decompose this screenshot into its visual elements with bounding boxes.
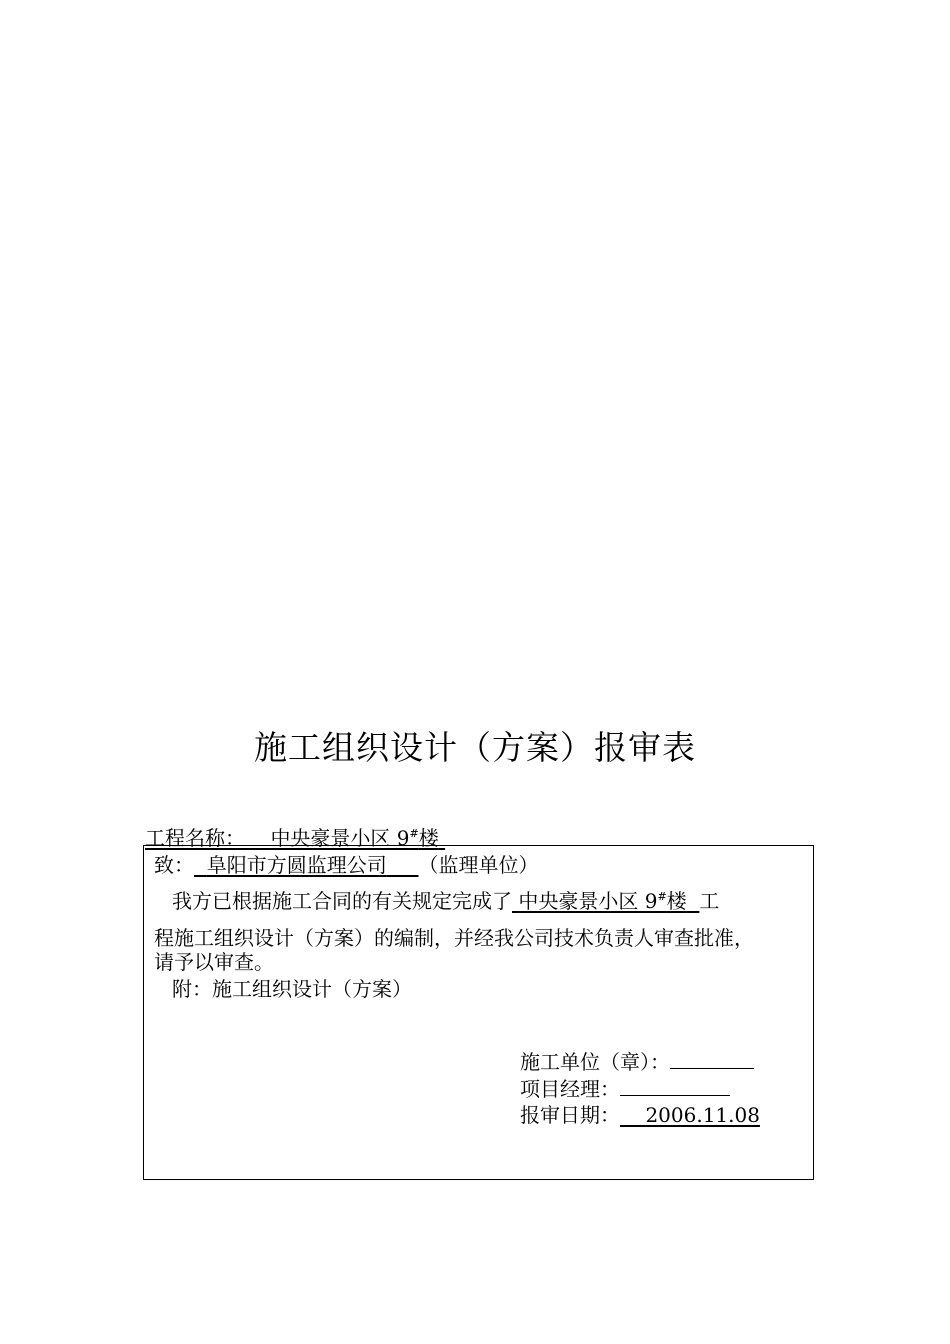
project-name-label: 工程名称：: [145, 826, 245, 850]
body-project-sup: #: [657, 890, 667, 903]
project-manager-line: [520, 1073, 730, 1102]
body-line-2: 程施工组织设计（方案）的编制，并经我公司技术负责人审查批准，: [154, 926, 754, 950]
report-date-line: [520, 1099, 760, 1128]
report-date-label: 报审日期：: [520, 1103, 620, 1127]
body-text-before: 我方已根据施工合同的有关规定完成了: [172, 889, 512, 913]
addressee-label: 致：: [154, 853, 194, 877]
body-text-after: 工: [699, 889, 720, 913]
project-manager-signature-blank: [620, 1077, 730, 1096]
project-name-value-suffix: 楼: [418, 826, 439, 850]
project-manager-label: 项目经理：: [520, 1077, 620, 1101]
body-project-prefix: 中央豪景小区 9: [518, 889, 658, 913]
review-form-box: [143, 845, 814, 1180]
body-line-3: 请予以审查。: [154, 950, 274, 974]
addressee-line: [154, 849, 539, 878]
addressee-value-field: [194, 853, 419, 877]
body-project-field: [512, 889, 699, 913]
attachment-line: 附：施工组织设计（方案）: [172, 977, 412, 1001]
page-title: 施工组织设计（方案）报审表: [254, 728, 696, 767]
construction-unit-line: [520, 1046, 754, 1075]
project-name-value-sup: #: [409, 827, 419, 840]
construction-unit-label: 施工单位（章）：: [520, 1050, 670, 1074]
body-project-suffix: 楼: [666, 889, 687, 913]
construction-unit-signature-blank: [670, 1050, 754, 1069]
report-date-value: 2006.11.08: [645, 1103, 760, 1127]
project-name-value-prefix: 中央豪景小区 9: [270, 826, 410, 850]
addressee-suffix: （监理单位）: [418, 853, 539, 877]
addressee-value: 阜阳市方圆监理公司: [206, 853, 387, 877]
body-line-1: [172, 885, 719, 914]
report-date-field: [620, 1103, 760, 1127]
